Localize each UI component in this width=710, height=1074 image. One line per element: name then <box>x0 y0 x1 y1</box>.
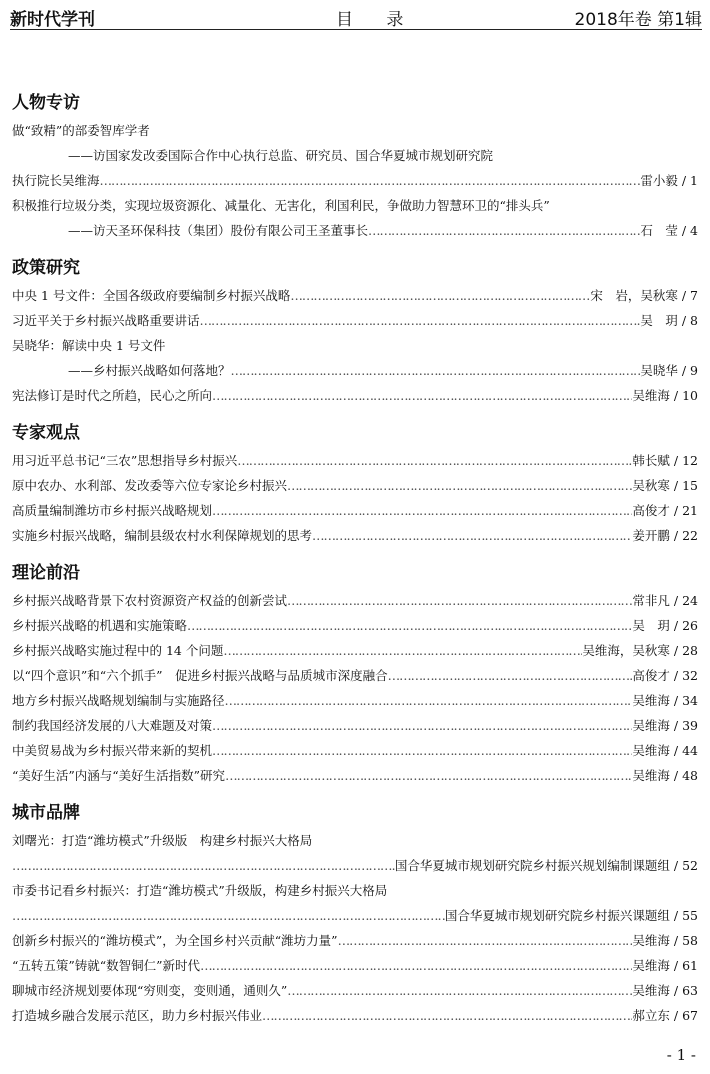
journal-name: 新时代学刊 <box>10 10 95 30</box>
entry-page: / 63 <box>673 983 698 998</box>
entry-title: 打造城乡融合发展示范区，助力乡村振兴伟业 <box>12 1008 263 1023</box>
toc-entry[interactable] <box>12 283 698 308</box>
dot-leader <box>287 978 632 1003</box>
entry-page: / 15 <box>673 478 698 493</box>
toc-entry[interactable] <box>12 663 698 688</box>
entry-author: 常非凡 <box>632 593 670 608</box>
dot-leader <box>231 358 641 383</box>
entry-title: 原中农办、水利部、发改委等六位专家论乡村振兴 <box>12 478 288 493</box>
section-heading: 理论前沿 <box>12 563 80 583</box>
section-heading: 人物专访 <box>12 93 80 113</box>
entry-author: 吴维海 <box>632 743 670 758</box>
toc-entry[interactable] <box>12 1003 698 1028</box>
entry-title: 制约我国经济发展的八大难题及对策 <box>12 718 213 733</box>
entry-page: / 12 <box>673 453 698 468</box>
toc-entry[interactable] <box>12 828 698 853</box>
toc-entry[interactable] <box>12 588 698 613</box>
dot-leader <box>388 663 633 688</box>
volume-label: 2018年卷 第1辑 <box>574 10 702 30</box>
entry-title: 用习近平总书记“三农”思想指导乡村振兴 <box>12 453 238 468</box>
entry-title: 地方乡村振兴战略规划编制与实施路径 <box>12 693 225 708</box>
entry-page: / 26 <box>673 618 698 633</box>
toc-entry[interactable] <box>12 473 698 498</box>
toc-entry[interactable] <box>12 498 698 523</box>
entry-title: 乡村振兴战略背景下农村资源资产权益的创新尝试 <box>12 593 288 608</box>
entry-title: 宪法修订是时代之所趋，民心之所向 <box>12 388 213 403</box>
toc-entry[interactable] <box>12 878 698 903</box>
toc-entry[interactable] <box>12 523 698 548</box>
entry-title: 吴晓华：解读中央 1 号文件 <box>12 338 166 353</box>
dot-leader <box>237 448 632 473</box>
entry-author: 高俊才 <box>632 503 670 518</box>
toc-entry[interactable] <box>12 118 698 143</box>
dot-leader <box>200 308 641 333</box>
entry-author: 吴维海，吴秋寒 <box>582 643 670 658</box>
section-heading: 专家观点 <box>12 423 80 443</box>
entry-title: 乡村振兴战略的机遇和实施策略 <box>12 618 188 633</box>
dot-leader <box>200 953 632 978</box>
dot-leader <box>212 738 632 763</box>
entry-subtitle: ——乡村振兴战略如何落地？ <box>68 363 231 378</box>
entry-author: 宋 岩，吴秋寒 <box>590 288 678 303</box>
entry-subtitle: ——访国家发改委国际合作中心执行总监、研究员、国合华夏城市规划研究院 <box>68 148 494 163</box>
entry-page: / 8 <box>681 313 698 328</box>
entry-page: / 32 <box>673 668 698 683</box>
entry-author: 吴维海 <box>632 768 670 783</box>
entry-page: / 55 <box>673 908 698 923</box>
toc-entry[interactable] <box>12 928 698 953</box>
toc-entry[interactable] <box>12 383 698 408</box>
entry-title: 以“四个意识”和“六个抓手” 促进乡村振兴战略与品质城市深度融合 <box>12 668 388 683</box>
toc-entry[interactable] <box>12 168 698 193</box>
toc-entry[interactable] <box>12 853 698 878</box>
entry-title: 乡村振兴战略实施过程中的 14 个问题 <box>12 643 224 658</box>
entry-author: 吴维海 <box>632 693 670 708</box>
entry-title: 高质量编制潍坊市乡村振兴战略规划 <box>12 503 213 518</box>
entry-author: 吴维海 <box>632 983 670 998</box>
entry-page: / 67 <box>673 1008 698 1023</box>
entry-page: / 4 <box>681 223 698 238</box>
entry-page: / 24 <box>673 593 698 608</box>
dot-leader <box>12 903 445 928</box>
entry-title: 做“致精”的部委智库学者 <box>12 123 150 138</box>
dot-leader <box>212 713 632 738</box>
dot-leader <box>187 613 632 638</box>
dot-leader <box>290 283 590 308</box>
entry-title: 积极推行垃圾分类，实现垃圾资源化、减量化、无害化，利国利民，争做助力智慧环卫的“排头兵” <box>12 198 550 213</box>
entry-title: “五转五策”铸就“数智铜仁”新时代 <box>12 958 201 973</box>
entry-author: 吴 玥 <box>640 313 678 328</box>
entry-author: 高俊才 <box>632 668 670 683</box>
entry-title: 聊城市经济规划要体现“穷则变，变则通，通则久” <box>12 983 288 998</box>
entry-author: 国合华夏城市规划研究院乡村振兴规划编制课题组 <box>394 858 670 873</box>
dot-leader <box>312 523 632 548</box>
toc-entry[interactable] <box>12 308 698 333</box>
entry-title: 市委书记看乡村振兴：打造“潍坊模式”升级版，构建乡村振兴大格局 <box>12 883 388 898</box>
toc-entry[interactable] <box>12 358 698 383</box>
toc-entry[interactable] <box>12 713 698 738</box>
toc-entry[interactable] <box>12 638 698 663</box>
entry-title: 习近平关于乡村振兴战略重要讲话 <box>12 313 200 328</box>
dot-leader <box>287 473 632 498</box>
entry-page: / 44 <box>673 743 698 758</box>
toc-entry[interactable] <box>12 688 698 713</box>
entry-author: 国合华夏城市规划研究院乡村振兴课题组 <box>444 908 670 923</box>
entry-page: / 39 <box>673 718 698 733</box>
entry-title: 创新乡村振兴的“潍坊模式”，为全国乡村兴贡献“潍坊力量” <box>12 933 338 948</box>
section-heading: 政策研究 <box>12 258 80 278</box>
entry-title: 中央 1 号文件：全国各级政府要编制乡村振兴战略 <box>12 288 291 303</box>
dot-leader <box>212 383 632 408</box>
entry-author: 韩长赋 <box>632 453 670 468</box>
entry-page: / 1 <box>681 173 698 188</box>
entry-title: “美好生活”内涵与“美好生活指数”研究 <box>12 768 226 783</box>
entry-page: / 48 <box>673 768 698 783</box>
entry-author: 雷小毅 <box>640 173 678 188</box>
dot-leader <box>225 763 632 788</box>
entry-author: 吴 玥 <box>632 618 670 633</box>
entry-author: 吴维海 <box>632 933 670 948</box>
page-number: - 1 - <box>666 1046 696 1064</box>
entry-page: / 52 <box>673 858 698 873</box>
running-header <box>10 5 702 30</box>
entry-page: / 28 <box>673 643 698 658</box>
entry-subtitle: ——访天圣环保科技（集团）股份有限公司王圣董事长 <box>68 223 369 238</box>
toc-entry[interactable] <box>12 613 698 638</box>
entry-author: 郝立东 <box>632 1008 670 1023</box>
entry-page: / 9 <box>681 363 698 378</box>
entry-title: 实施乡村振兴战略，编制县级农村水利保障规划的思考 <box>12 528 313 543</box>
entry-page: / 58 <box>673 933 698 948</box>
toc-entry[interactable] <box>12 333 698 358</box>
toc-entry[interactable] <box>12 448 698 473</box>
entry-page: / 21 <box>673 503 698 518</box>
toc-entry[interactable] <box>12 738 698 763</box>
entry-page: / 61 <box>673 958 698 973</box>
toc-title: 目 录 <box>336 10 418 30</box>
entry-author: 吴秋寒 <box>632 478 670 493</box>
entry-title: 中美贸易战为乡村振兴带来新的契机 <box>12 743 213 758</box>
table-of-contents <box>12 88 698 1028</box>
entry-page: / 10 <box>673 388 698 403</box>
dot-leader <box>12 853 395 878</box>
entry-title: 执行院长吴维海 <box>12 173 100 188</box>
toc-entry[interactable] <box>12 903 698 928</box>
toc-entry[interactable] <box>12 763 698 788</box>
entry-title: 刘曙光：打造“潍坊模式”升级版 构建乡村振兴大格局 <box>12 833 313 848</box>
dot-leader <box>223 638 582 663</box>
dot-leader <box>262 1003 632 1028</box>
dot-leader <box>368 218 640 243</box>
entry-page: / 7 <box>681 288 698 303</box>
dot-leader <box>287 588 632 613</box>
entry-page: / 22 <box>673 528 698 543</box>
dot-leader <box>212 498 632 523</box>
entry-author: 石 莹 <box>640 223 678 238</box>
entry-author: 吴维海 <box>632 958 670 973</box>
entry-author: 吴晓华 <box>640 363 678 378</box>
entry-page: / 34 <box>673 693 698 708</box>
dot-leader <box>225 688 633 713</box>
toc-entry[interactable] <box>12 193 698 218</box>
entry-author: 姜开鹏 <box>632 528 670 543</box>
toc-entry[interactable] <box>12 218 698 243</box>
entry-author: 吴维海 <box>632 718 670 733</box>
toc-entry[interactable] <box>12 978 698 1003</box>
toc-entry[interactable] <box>12 143 698 168</box>
dot-leader <box>100 168 641 193</box>
section-heading: 城市品牌 <box>12 803 80 823</box>
dot-leader <box>338 928 633 953</box>
entry-author: 吴维海 <box>632 388 670 403</box>
toc-entry[interactable] <box>12 953 698 978</box>
